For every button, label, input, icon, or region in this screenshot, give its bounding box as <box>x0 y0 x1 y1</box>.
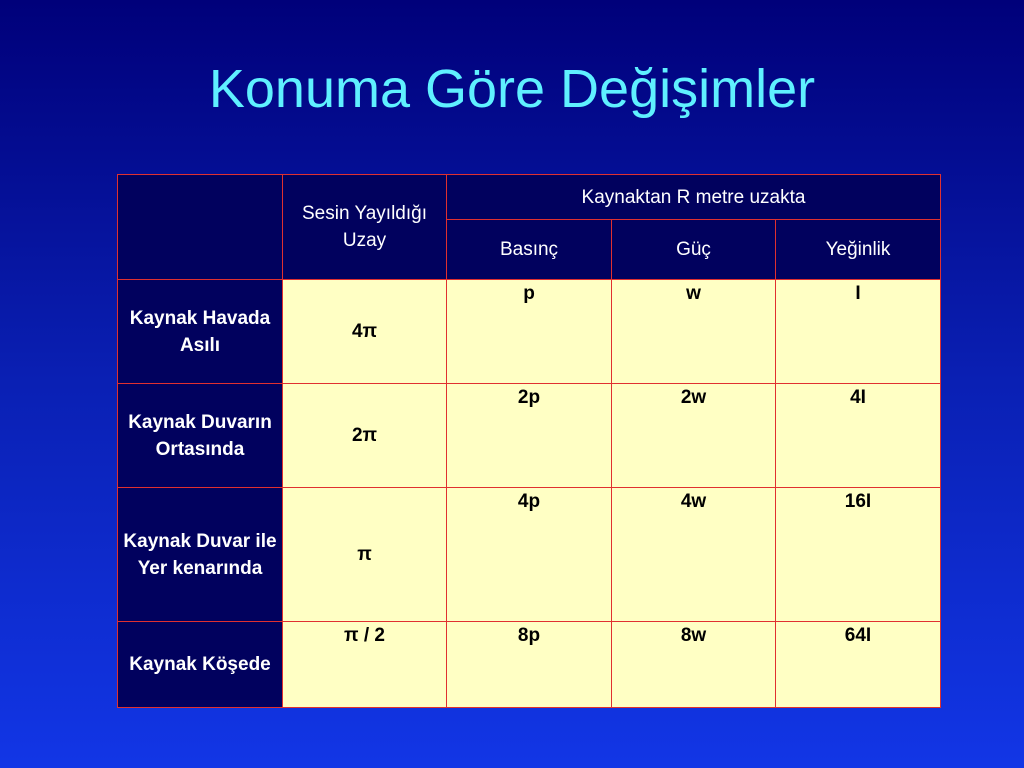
row-label: Kaynak Duvarın Ortasında <box>118 384 283 488</box>
row-label: Kaynak Duvar ile Yer kenarında <box>118 488 283 622</box>
basinc-value: p <box>447 280 612 384</box>
header-yeginlik: Yeğinlik <box>776 220 941 280</box>
slide-title: Konuma Göre Değişimler <box>208 59 816 119</box>
space-value: π / 2 <box>283 622 447 708</box>
yeginlik-value: I <box>776 280 941 384</box>
basinc-value: 8p <box>447 622 612 708</box>
row-label: Kaynak Havada Asılı <box>118 280 283 384</box>
space-value: 2π <box>283 384 447 488</box>
row-label: Kaynak Köşede <box>118 622 283 708</box>
header-corner-cell <box>118 175 283 280</box>
basinc-value: 2p <box>447 384 612 488</box>
yeginlik-value: 16I <box>776 488 941 622</box>
header-row-1 <box>118 175 941 220</box>
table-row <box>118 622 941 708</box>
guc-value: 8w <box>612 622 776 708</box>
space-value: 4π <box>283 280 447 384</box>
header-space: Sesin Yayıldığı Uzay <box>283 175 447 280</box>
yeginlik-value: 64I <box>776 622 941 708</box>
table-row <box>118 384 941 488</box>
table-row <box>118 488 941 622</box>
data-table <box>117 174 941 708</box>
header-guc: Güç <box>612 220 776 280</box>
guc-value: w <box>612 280 776 384</box>
guc-value: 2w <box>612 384 776 488</box>
header-distance-group: Kaynaktan R metre uzakta <box>447 175 941 220</box>
guc-value: 4w <box>612 488 776 622</box>
header-basinc: Basınç <box>447 220 612 280</box>
basinc-value: 4p <box>447 488 612 622</box>
space-value: π <box>283 488 447 622</box>
table-row <box>118 280 941 384</box>
yeginlik-value: 4I <box>776 384 941 488</box>
